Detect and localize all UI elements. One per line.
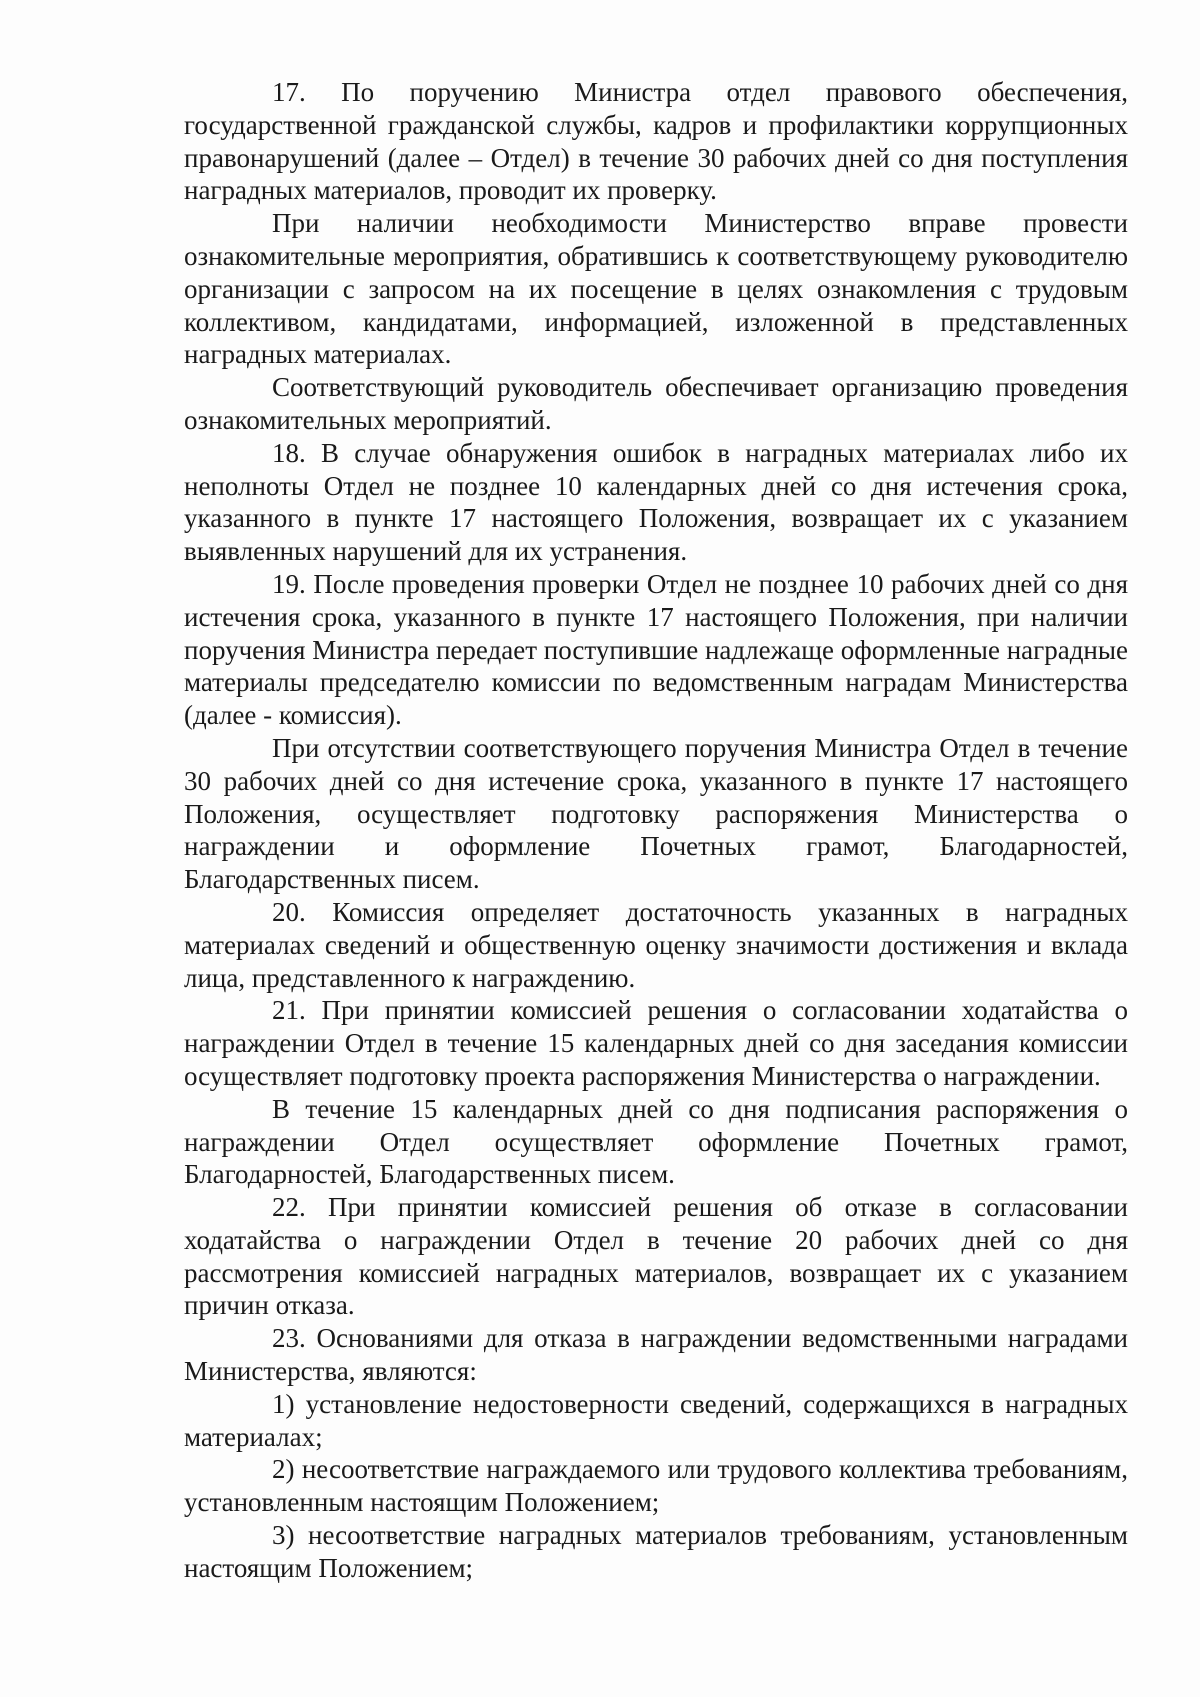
paragraph-19-no-instruction: При отсутствии соответствующего поручения Министра Отдел в течение 30 рабочих дней со дня истечение срока, указанного в пункте 17 настоящего Положения, осуществляет подготовку распоряжения Министерства о награждении и оформление Почетных грамот, Благодарностей, Благодарственных писем. <box>184 732 1128 895</box>
paragraph-17: 17. По поручению Министра отдел правового обеспечения, государственной гражданской службы, кадров и профилактики коррупционных правонарушений (далее – Отдел) в течение 30 рабочих дней со дня поступления наградных материалов, проводит их проверку. <box>184 77 1128 206</box>
paragraph-17-familiarization: При наличии необходимости Министерство вправе провести ознакомительные мероприятия, обратившись к соответствующему руководителю организации с запросом на их посещение в целях ознакомления с трудовым коллективом, кандидатами, информацией, изложенной в представленных наградных материалах. <box>184 208 1128 370</box>
list-item-2: 2) несоответствие награждаемого или трудового коллектива требованиям, установленным настоящим Положением; <box>184 1454 1128 1518</box>
paragraph-19: 19. После проведения проверки Отдел не позднее 10 рабочих дней со дня истечения срока, указанного в пункте 17 настоящего Положения, при наличии поручения Министра передает поступившие надлежаще оформленные наградные материалы председателю комиссии по ведомственным наградам Министерства (далее - комиссия). <box>184 568 1128 731</box>
paragraph-22: 22. При принятии комиссией решения об отказе в согласовании ходатайства о награждении Отдел в течение 20 рабочих дней со дня рассмотрения комиссией наградных материалов, возвращает их с указанием причин отказа. <box>184 1192 1128 1321</box>
paragraph-23: 23. Основаниями для отказа в награждении ведомственными наградами Министерства, являются: <box>184 1323 1128 1387</box>
paragraph-20: 20. Комиссия определяет достаточность указанных в наградных материалах сведений и общественную оценку значимости достижения и вклада лица, представленного к награждению. <box>184 896 1128 993</box>
paragraph-21-registration: В течение 15 календарных дней со дня подписания распоряжения о награждении Отдел осуществляет оформление Почетных грамот, Благодарностей, Благодарственных писем. <box>184 1093 1128 1190</box>
list-item-3: 3) несоответствие наградных материалов требованиям, установленным настоящим Положением; <box>184 1520 1128 1583</box>
paragraph-18: 18. В случае обнаружения ошибок в наградных материалах либо их неполноты Отдел не позднее 10 календарных дней со дня истечения срока, указанного в пункте 17 настоящего Положения, возвращает их с указанием выявленных нарушений для их устранения. <box>184 437 1128 567</box>
paragraph-17-head-duty: Соответствующий руководитель обеспечивает организацию проведения ознакомительных мероприятий. <box>184 372 1128 435</box>
paragraph-21: 21. При принятии комиссией решения о согласовании ходатайства о награждении Отдел в течение 15 календарных дней со дня заседания комиссии осуществляет подготовку проекта распоряжения Министерства о награждении. <box>184 995 1128 1091</box>
document-body <box>184 76 1128 1585</box>
list-item-1: 1) установление недостоверности сведений, содержащихся в наградных материалах; <box>184 1388 1128 1452</box>
